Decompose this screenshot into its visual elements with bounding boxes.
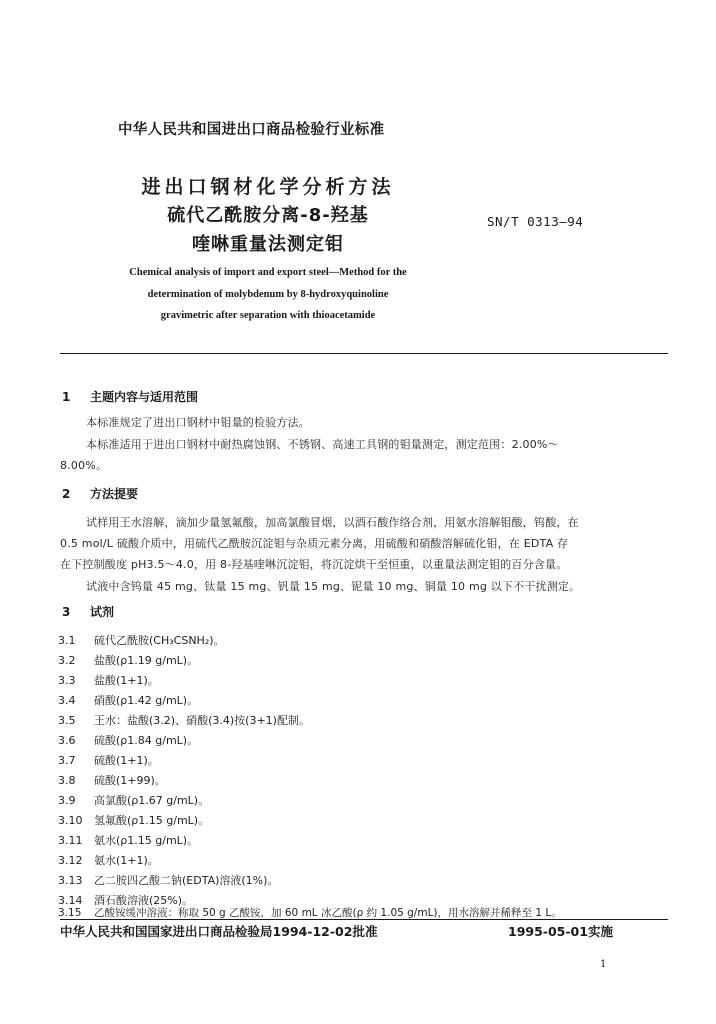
- reagent-text: 氨水(ρ1.15 g/mL)。: [94, 834, 199, 847]
- reagent-number: 3.9: [58, 794, 76, 807]
- reagent-text: 氢氟酸(ρ1.15 g/mL)。: [94, 814, 210, 827]
- approval-statement: 中华人民共和国国家进出口商品检验局1994-12-02批准: [60, 924, 378, 939]
- issuing-organization: 中华人民共和国进出口商品检验行业标准: [118, 122, 385, 138]
- section-2-paragraph-1-cont2: 在下控制酸度 pH3.5～4.0，用 8-羟基喹啉沉淀钼，将沉淀烘干至恒重，以重量法测定钼的百分含量。: [60, 558, 568, 571]
- reagent-item: [58, 652, 198, 668]
- section-number: 2: [62, 487, 71, 501]
- title-en-line-1: Chemical analysis of import and export steel—Method for the: [129, 267, 407, 278]
- reagent-number: 3.2: [58, 654, 76, 667]
- title-cn-line-3: 喹啉重量法测定钼: [192, 234, 344, 255]
- section-3-heading: [62, 603, 114, 620]
- reagent-number: 3.3: [58, 674, 76, 687]
- section-number: 1: [62, 390, 71, 404]
- reagent-text: 硫酸(1+99)。: [94, 774, 166, 787]
- section-1-heading: [62, 388, 198, 405]
- section-2-paragraph-1-cont: 0.5 mol/L 硫酸介质中，用硫代乙酰胺沉淀钼与杂质元素分离，用硫酸和硝酸溶解硫化钼，在 EDTA 存: [60, 537, 569, 550]
- section-2-heading: [62, 485, 138, 502]
- reagent-item: [58, 872, 278, 888]
- reagent-item: [58, 832, 198, 848]
- reagent-item: [58, 792, 209, 808]
- implementation-date: 1995-05-01实施: [508, 924, 613, 939]
- reagent-item: [58, 732, 198, 748]
- section-number: 3: [62, 605, 71, 619]
- section-1-paragraph-2-cont: 8.00%。: [60, 459, 108, 472]
- reagent-number: 3.7: [58, 754, 76, 767]
- section-1-paragraph-1: 本标准规定了进出口钢材中钼量的检验方法。: [86, 416, 310, 429]
- reagent-text: 硫酸(ρ1.84 g/mL)。: [94, 734, 199, 747]
- section-2-paragraph-1: 试样用王水溶解，滴加少量氢氟酸，加高氯酸冒烟，以酒石酸作络合剂，用氨水溶解钼酸，钨酸，在: [86, 516, 579, 529]
- reagent-number: 3.5: [58, 714, 76, 727]
- section-title: 试剂: [90, 605, 115, 619]
- section-title: 方法提要: [90, 487, 139, 501]
- reagent-text: 盐酸(1+1)。: [94, 674, 159, 687]
- title-en-line-3: gravimetric after separation with thioacetamide: [160, 310, 376, 321]
- reagent-number: 3.6: [58, 734, 76, 747]
- reagent-item: [58, 852, 159, 868]
- reagent-text: 氨水(1+1)。: [94, 854, 159, 867]
- footer-divider: [60, 919, 668, 920]
- reagent-number: 3.4: [58, 694, 76, 707]
- reagent-number: 3.10: [58, 814, 83, 827]
- reagent-text: 硫酸(1+1)。: [94, 754, 159, 767]
- reagent-number: 3.12: [58, 854, 83, 867]
- title-cn-line-2: 硫代乙酰胺分离-8-羟基: [167, 205, 369, 226]
- reagent-text: 乙酸铵缓冲溶液：称取 50 g 乙酸铵，加 60 mL 冰乙酸(ρ 约 1.05 g/mL)，用水溶解并稀释至 1 L。: [94, 907, 562, 919]
- reagent-item: [58, 712, 310, 728]
- reagent-text: 高氯酸(ρ1.67 g/mL)。: [94, 794, 210, 807]
- reagent-number: 3.15: [58, 907, 82, 919]
- reagent-text: 王水：盐酸(3.2)、硝酸(3.4)按(3+1)配制。: [94, 714, 310, 727]
- section-title: 主题内容与适用范围: [90, 390, 199, 404]
- reagent-number: 3.11: [58, 834, 83, 847]
- reagent-item: [58, 672, 159, 688]
- reagent-item: [58, 632, 225, 648]
- reagent-text: 酒石酸溶液(25%)。: [94, 894, 194, 907]
- title-cn-line-1: 进出口钢材化学分析方法: [141, 176, 395, 198]
- reagent-text: 乙二胺四乙酸二钠(EDTA)溶液(1%)。: [94, 874, 279, 887]
- page-number: 1: [600, 959, 607, 970]
- reagent-item: [58, 812, 209, 828]
- reagent-number: 3.14: [58, 894, 83, 907]
- section-1-paragraph-2: 本标准适用于进出口钢材中耐热腐蚀钢、不锈钢、高速工具钢的钼量测定，测定范围：2.00%～: [86, 438, 559, 451]
- reagent-item: [58, 905, 562, 920]
- header-divider: [60, 353, 668, 354]
- reagent-number: 3.13: [58, 874, 83, 887]
- section-2-paragraph-2: 试液中含钨量 45 mg、钛量 15 mg、钒量 15 mg、铌量 10 mg、铜量 10 mg 以下不干扰测定。: [86, 580, 581, 593]
- reagent-text: 硝酸(ρ1.42 g/mL)。: [94, 694, 199, 707]
- reagent-item: [58, 772, 166, 788]
- reagent-item: [58, 752, 159, 768]
- reagent-text: 硫代乙酰胺(CH₃CSNH₂)。: [94, 634, 225, 647]
- reagent-text: 盐酸(ρ1.19 g/mL)。: [94, 654, 199, 667]
- reagent-number: 3.1: [58, 634, 76, 647]
- reagent-number: 3.8: [58, 774, 76, 787]
- standard-code: SN/T 0313—94: [487, 214, 584, 229]
- title-en-line-2: determination of molybdenum by 8-hydroxyquinoline: [147, 289, 389, 300]
- reagent-item: [58, 692, 198, 708]
